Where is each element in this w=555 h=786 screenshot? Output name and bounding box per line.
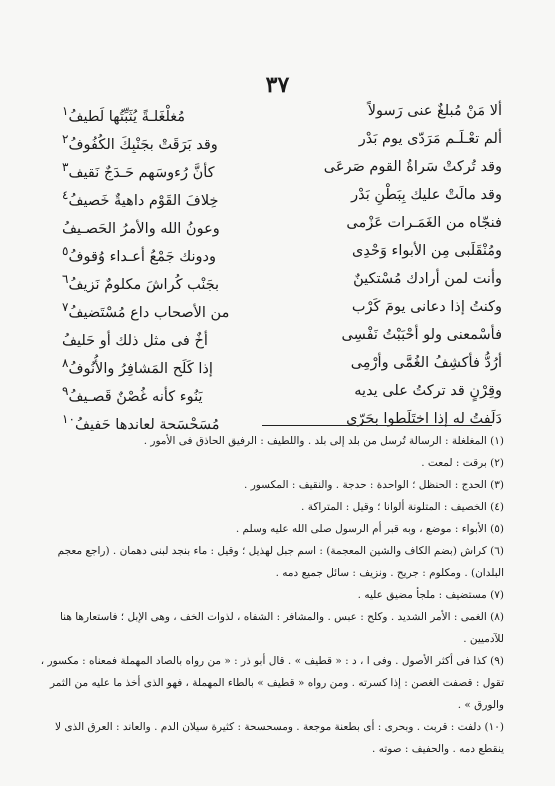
footnote: (٦) كراش (بضم الكاف والشين المعجمة) : اسم جبل لهذيل ؛ وقيل : ماء بنجد لبنى دهمان . (راجع معجم البلدان) . ومكلوم : جريح . ونزيف : سائل جميع دمه .	[57, 545, 504, 579]
footnote-divider	[262, 425, 492, 426]
verse-second-hemistich: بجَنْب كُراشَ مكلومٌ نَزيفُ$^٦$	[62, 272, 220, 293]
verse-first-hemistich: دَلَفتُ له إذا اختَلَطوا بحَرّى	[346, 411, 502, 427]
verse-second-hemistich: وقد بَرَقَتْ بجَنْبِكَ الكُفُوفُ$^٢$	[62, 132, 218, 153]
verse	[62, 237, 502, 265]
footnote-marker: ١٠	[62, 412, 75, 426]
verse-first-hemistich: وقد تُركتْ سَراةُ القوم صَرعَى	[323, 159, 502, 175]
verse-second-hemistich: مُسَحْسَحة لعاندها حَفيفُ$^{١٠}$	[62, 412, 220, 433]
verse-first-hemistich: وقد مالَتْ عليك بِبَطْنِ بَدْر	[351, 187, 502, 203]
verse-second-hemistich: وعونُ الله والأمرُ الحَصـيفُ	[62, 220, 220, 237]
verse-second-hemistich: مُغلْغَلـةً يُثَبِّتُها لَطيفُ$^١$	[62, 104, 186, 125]
footnote-marker: ٦	[62, 272, 69, 286]
verse	[62, 209, 502, 237]
footnote: (١٠) دلفت : قربت . وبحرى : أى بطعنة موجعة . ومسحسحة : كثيرة سيلان الدم . والعاند : العرق الذى لا ينقطع دمه . والحفيف : صوته .	[55, 721, 504, 755]
verse	[62, 181, 502, 209]
footnote-marker: ٣	[62, 160, 69, 174]
verse-first-hemistich: أرُدُّ فأكشِفُ الغُمَّى وأرْمِى	[350, 355, 502, 371]
footnote: (٥) الأبواء : موضع ، وبه قبر أم الرسول صلى الله عليه وسلم .	[235, 523, 504, 535]
verse	[62, 405, 502, 433]
verse-second-hemistich: من الأصحاب داعٍ مُسْتَضيفُ$^٧$	[62, 300, 230, 321]
footnote-marker: ١	[62, 104, 69, 118]
verse	[62, 125, 502, 153]
verse	[62, 153, 502, 181]
verse-first-hemistich: ألم تعْـلَـم مَرَدّى يوم بَدْر	[358, 131, 502, 147]
verse	[62, 265, 502, 293]
verse-second-hemistich: أخٌ فى مثل ذلك أو حَليفُ	[62, 332, 208, 349]
footnote-marker: ٢	[62, 132, 69, 146]
verse	[62, 321, 502, 349]
page-number: ٣٧	[265, 72, 290, 98]
footnotes	[38, 430, 504, 760]
verse-second-hemistich: خِلافَ القَوْم داهيةٌ خَصيفُ$^٤$	[62, 188, 219, 209]
footnote: (٩) كذا فى أكثر الأصول . وفى ا ، د : « قطيف » . قال أبو ذر : « من رواه بالصاد المهملة فمعناه : مكسور ، تقول : قصفت الغصن : إذا كسرته . ومن رواه « قطيف » بالطاء المهملة ، فهو الذى أخذ ما عليه من الثمر والورق » .	[40, 655, 504, 711]
verse	[62, 293, 502, 321]
verse-second-hemistich: كأنَّ رُءوسَهم حَـدَجٌ نَقيف$^٣$	[62, 160, 215, 181]
footnote: (٨) الغمى : الأمر الشديد . وكلح : عبس . والمشافر : الشفاه ، لذوات الخف ، وهى الإبل ؛ فاستعارها هنا للآدميين .	[59, 611, 504, 645]
footnote-marker: ٧	[62, 300, 69, 314]
verse-first-hemistich: فنجّاه من الغَمَـرات عَزْمى	[346, 215, 502, 231]
poem	[62, 97, 502, 433]
verse-first-hemistich: ومُنْقَلَبى مِن الأبواء وَحْدِى	[352, 243, 502, 259]
verse-second-hemistich: إذا كَلَح المَشافِرُ والأُنُوفُ$^٨$	[62, 356, 213, 377]
footnote: (٣) الحدج : الحنظل ؛ الواحدة : حدجة . والنقيف : المكسور .	[244, 479, 504, 491]
verse-first-hemistich: فأسْمعنى ولو أحْبَبْتُ نَفْسِى	[341, 327, 502, 343]
footnote-marker: ٨	[62, 356, 69, 370]
verse-second-hemistich: ودونك جَمْعُ أعـداء وُقوفُ$^٥$	[62, 244, 216, 265]
verse	[62, 97, 502, 125]
footnote: (٢) برقت : لمعت .	[421, 457, 504, 469]
verse-first-hemistich: ألا مَنْ مُبلغٌ عنى رَسولاً	[367, 103, 502, 119]
verse-second-hemistich: يَنُوء كأنه غُصْنٌ قَصـيفُ$^٩$	[62, 384, 203, 405]
verse	[62, 377, 502, 405]
footnote: (١) المغلغلة : الرسالة تُرسل من بلد إلى بلد . واللطيف : الرفيق الحاذق فى الأمور .	[143, 435, 504, 447]
footnote-marker: ٥	[62, 244, 69, 258]
footnote-marker: ٤	[62, 188, 69, 202]
footnote-marker: ٩	[62, 384, 69, 398]
verse-first-hemistich: وقِرْنٍ قد تركتُ على يديه	[354, 383, 502, 399]
verse	[62, 349, 502, 377]
footnote: (٧) مستضيف : ملجأ مضيق عليه .	[357, 589, 504, 601]
footnote: (٤) الخصيف : المتلونة ألوانا ؛ وقيل : المتراكة .	[301, 501, 504, 513]
verse-first-hemistich: وأنت لمن أرادك مُسْتكينٌ	[353, 271, 502, 287]
verse-first-hemistich: وكنتُ إذا دعانى يومَ كَرْب	[351, 299, 502, 315]
